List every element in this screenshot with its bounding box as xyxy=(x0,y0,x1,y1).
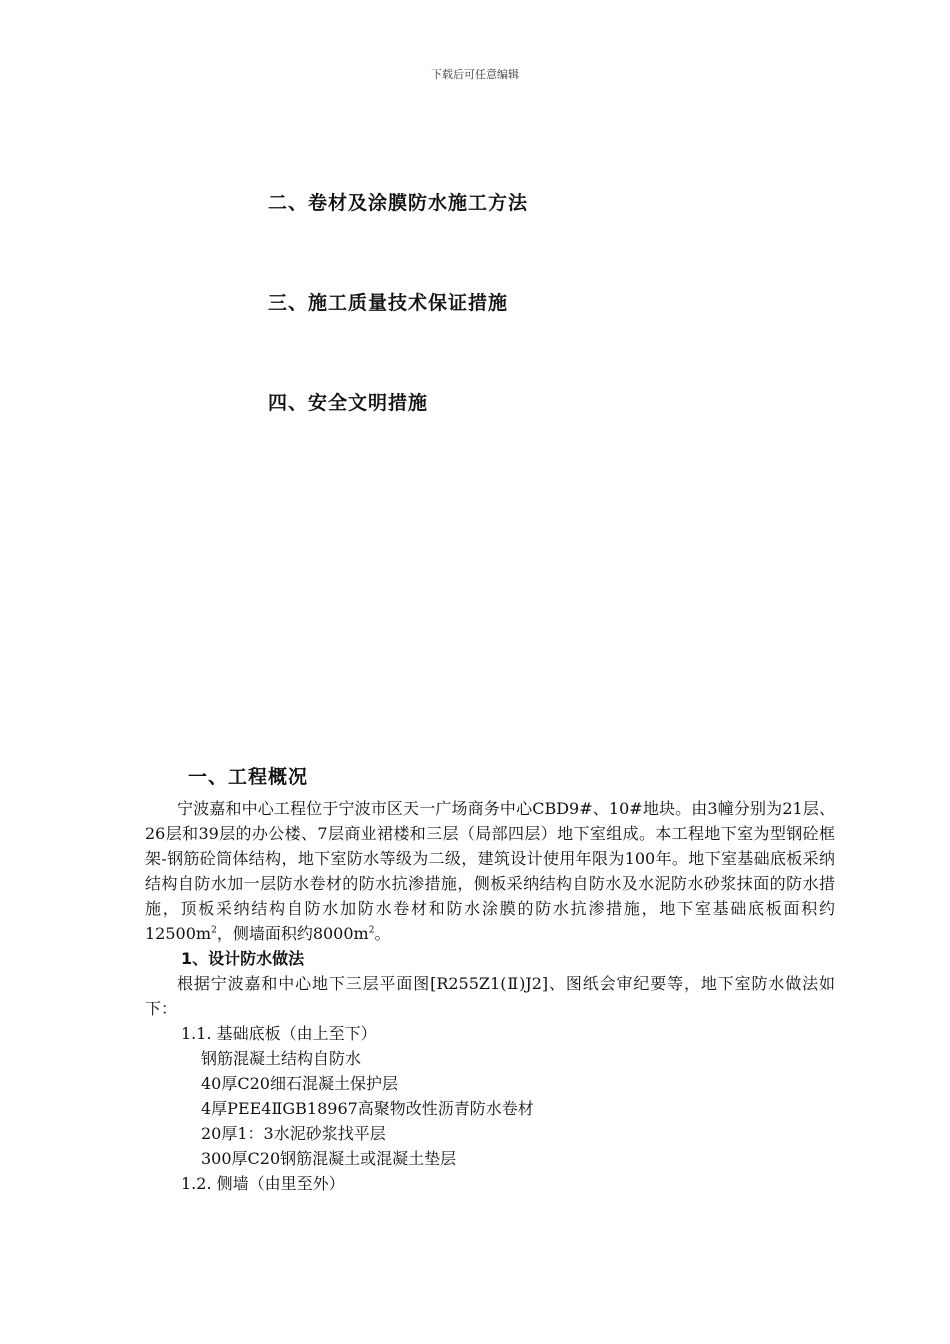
page-header-note: 下载后可任意编辑 xyxy=(431,68,519,81)
sub-heading-design-waterproofing: 1、设计防水做法 xyxy=(181,949,305,968)
section-title-overview: 一、工程概况 xyxy=(188,766,309,788)
toc-heading-2: 二、卷材及涂膜防水施工方法 xyxy=(268,192,529,214)
item-side-wall: 1.2. 侧墙（由里至外） xyxy=(181,1174,345,1193)
layer-item: 钢筋混凝土结构自防水 xyxy=(201,1049,362,1068)
layer-item: 20厚1：3水泥砂浆找平层 xyxy=(201,1124,386,1143)
layer-item: 4厚PEE4ⅡGB18967高聚物改性沥青防水卷材 xyxy=(201,1099,534,1118)
design-paragraph: 根据宁波嘉和中心地下三层平面图[R255Z1(Ⅱ)J2]、图纸会审纪要等，地下室防水做法如下： xyxy=(145,974,835,1018)
section-body xyxy=(145,796,835,1196)
toc-heading-4: 四、安全文明措施 xyxy=(268,392,429,414)
item-foundation-slab: 1.1. 基础底板（由上至下） xyxy=(181,1024,377,1043)
toc-heading-3: 三、施工质量技术保证措施 xyxy=(268,292,509,314)
layer-item: 300厚C20钢筋混凝土或混凝土垫层 xyxy=(201,1149,457,1168)
layer-item: 40厚C20细石混凝土保护层 xyxy=(201,1074,398,1093)
overview-paragraph: 宁波嘉和中心工程位于宁波市区天一广场商务中心CBD9#、10#地块。由3幢分别为21层、26层和39层的办公楼、7层商业裙楼和三层（局部四层）地下室组成。本工程地下室为型钢砼框架-钢筋砼筒体结构，地下室防水等级为二级，建筑设计使用年限为100年。地下室基础底板采纳结构自防水加一层防水卷材的防水抗渗措施，侧板采纳结构自防水及水泥防水砂浆抹面的防水措施，顶板采纳结构自防水加防水卷材和防水涂膜的防水抗渗措施，地下室基础底板面积约$12500m^2$，侧墙面积约$8000m^2$。 xyxy=(145,799,835,943)
